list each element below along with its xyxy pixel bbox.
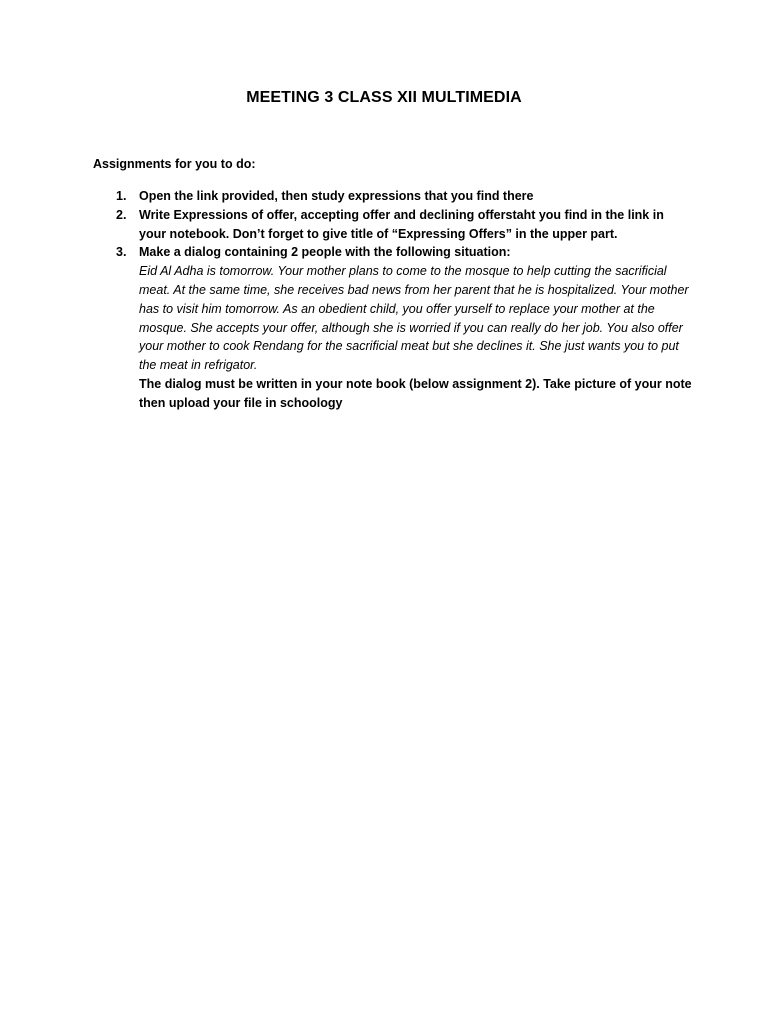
assignment-list: [93, 187, 693, 413]
list-item-number: 1.: [116, 189, 127, 203]
instruction-text: The dialog must be written in your note book (below assignment 2). Take picture of your note then upload your file in schoology: [139, 376, 692, 410]
list-item: [93, 206, 693, 244]
page-title: MEETING 3 CLASS XII MULTIMEDIA: [246, 89, 522, 106]
assignments-heading: Assignments for you to do:: [93, 157, 256, 171]
list-item: [93, 187, 693, 206]
list-item-number: 3.: [116, 245, 127, 260]
list-item-number: 2.: [116, 207, 127, 222]
list-item-text: Open the link provided, then study expressions that you find there: [139, 189, 534, 203]
situation-text: Eid Al Adha is tomorrow. Your mother plans to come to the mosque to help cutting the sacrificial meat. At the same time, she receives bad news from her parent that he is hospitalized. Your mother has to visit him tomorrow. As an obedient child, you offer yurself to replace your mother at the mosque. She accepts your offer, although she is worried if you can really do her job. You also offer your mother to cook Rendang for the sacrificial meat but she declines it. She just wants you to put the meat in refrigator.: [139, 264, 689, 373]
list-item: [93, 243, 693, 412]
list-item-text: Make a dialog containing 2 people with the following situation:: [139, 245, 511, 260]
list-item-text: Write Expressions of offer, accepting offer and declining offerstaht you find in the link in your notebook. Don’t forget to give title of “Expressing Offers” in the upper part.: [139, 207, 664, 241]
